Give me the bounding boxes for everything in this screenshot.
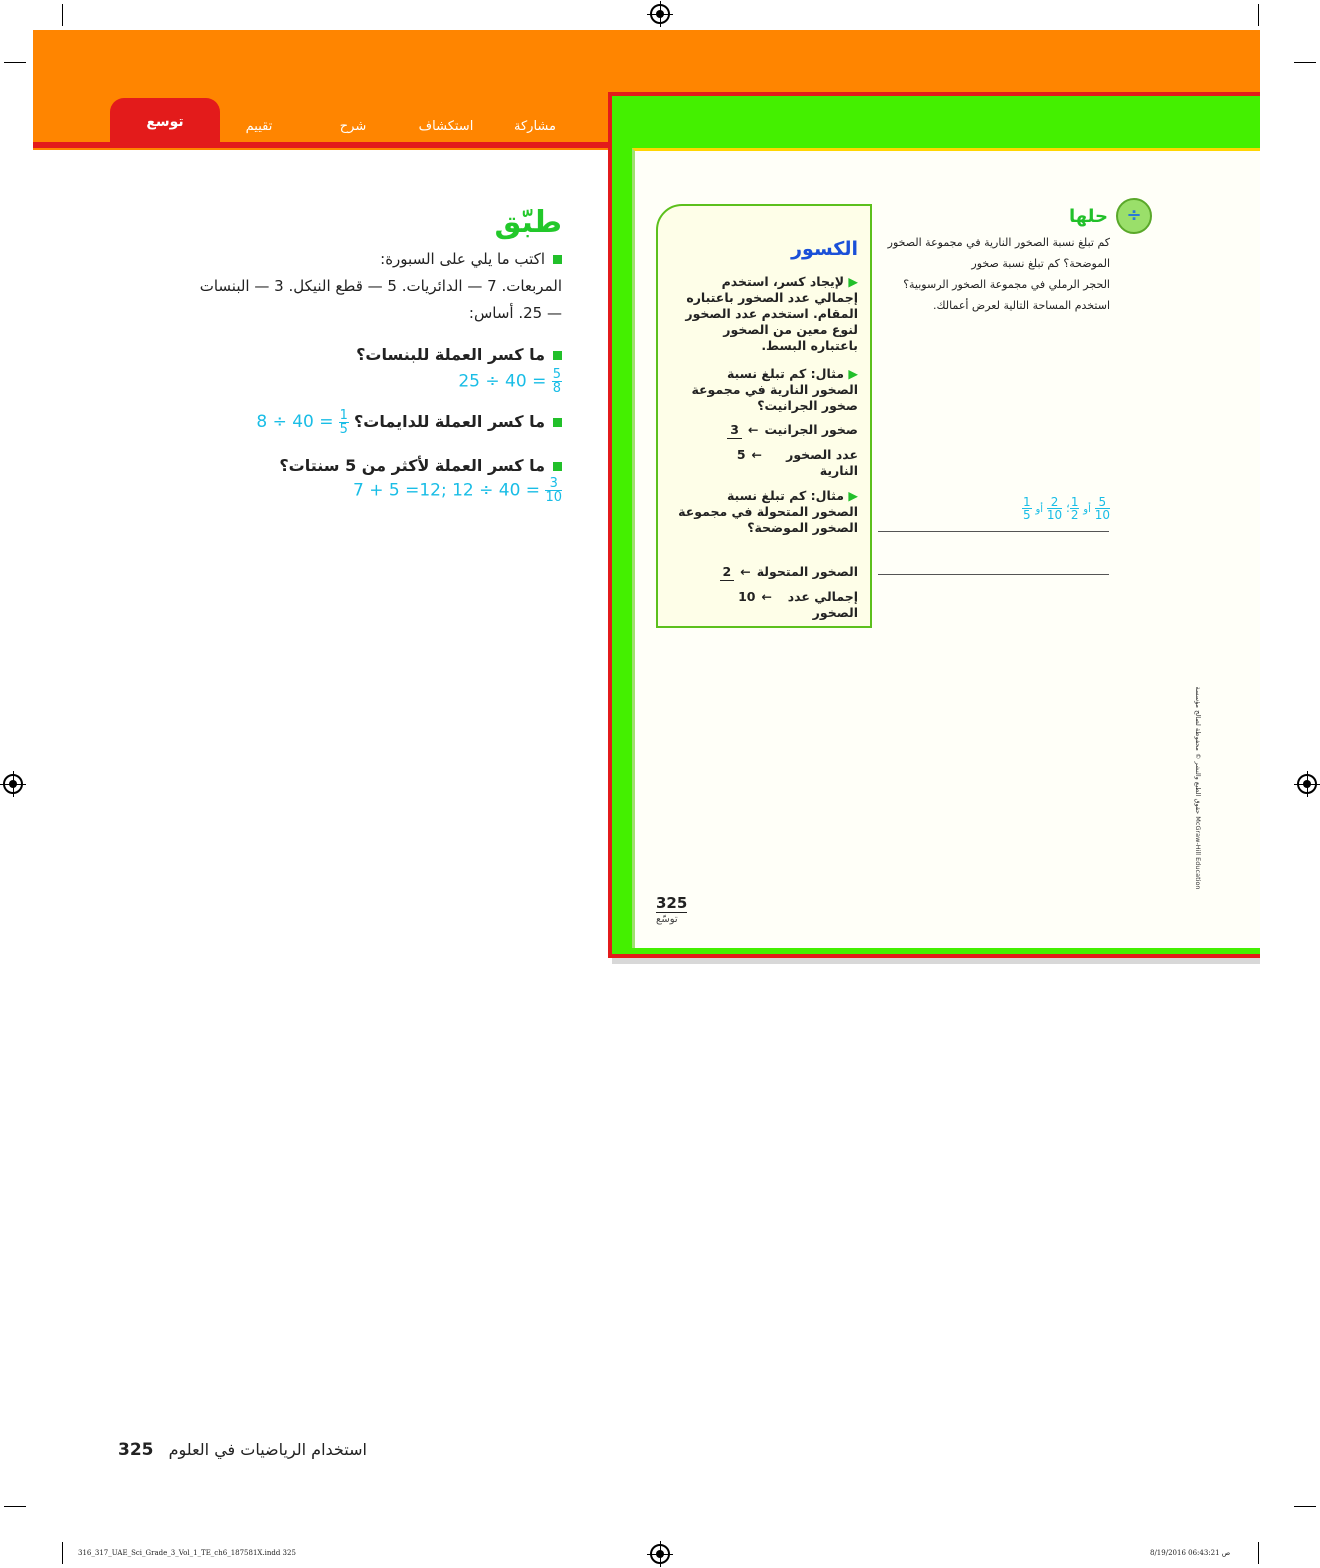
inner-page-label: توسّع: [656, 914, 678, 925]
vocabulary-example-2: الصخور المتحولة ← 2 إجمالي عدد الصخور ← 10: [668, 564, 858, 621]
crop-mark: [4, 62, 26, 63]
vocabulary-example-1: صخور الجرانيت ← 3 عدد الصخور النارية ← 5: [678, 422, 858, 479]
crop-mark: [1258, 1542, 1259, 1564]
vocabulary-item-3: ▶ مثال: كم تبلغ نسبة الصخور المتحولة في مجموعة الصخور الموضحة؟: [678, 488, 858, 535]
vocabulary-item-1: ▶ لإيجاد كسر، استخدم إجمالي عدد الصخور باعتباره المقام. استخدم عدد الصخور لنوع معين من الصخور باعتباره البسط.: [685, 274, 858, 353]
question-3: [150, 456, 562, 475]
tab-engage[interactable]: مشاركة: [514, 119, 556, 134]
practice-line-1: المربعات. 7 — الدائريات. 5 — قطع النيكل. 3 — البنسات: [199, 277, 562, 295]
registration-mark-icon: [1297, 774, 1317, 794]
crop-mark: [62, 4, 63, 26]
answer-2-fraction: $\frac{1}{5}$: [339, 408, 348, 437]
slug-left: 316_317_UAE_Sci_Grade_3_Vol_1_TE_ch6_187581X.indd 325: [78, 1549, 296, 1557]
answer-1-fraction: $\frac{5}{8}$: [552, 367, 561, 396]
practice-section: [150, 205, 562, 504]
inner-page-number: 325: [656, 894, 688, 912]
solve-it-answer: $\frac{5}{10}$ أو $\frac{1}{2}$ ؛ $\frac{2}{10}$ أو $\frac{1}{5}$: [1022, 495, 1110, 522]
footer-title: استخدام الرياضيات في العلوم: [168, 1440, 367, 1459]
solve-it-icon: ÷: [1116, 198, 1152, 234]
answer-1-expression: 25 ÷ 40 =: [458, 371, 547, 392]
crop-mark: [1294, 1506, 1316, 1507]
tab-extend[interactable]: توسع: [110, 98, 220, 142]
registration-mark-icon: [3, 774, 23, 794]
practice-line-2: — 25. أساس:: [468, 304, 562, 322]
vocabulary-box: [656, 204, 872, 628]
crop-mark: [4, 1506, 26, 1507]
crop-mark: [62, 1542, 63, 1564]
tab-evaluate[interactable]: تقييم: [245, 119, 273, 134]
vocabulary-item-2: ▶ مثال: كم تبلغ نسبة الصخور النارية في مجموعة صخور الجرانيت؟: [691, 366, 858, 413]
question-1: [150, 345, 562, 364]
answer-2-expression: 8 ÷ 40 =: [256, 412, 334, 432]
answer-3: [150, 477, 562, 504]
solve-it-title: حلها: [1069, 206, 1108, 227]
bullet-icon: [553, 418, 562, 427]
practice-instruction: اكتب ما يلي على السبورة:: [380, 250, 545, 268]
question-3-text: ما كسر العملة لأكثر من 5 سنتات؟: [279, 456, 545, 475]
student-page-shadow: [612, 958, 1260, 964]
footer: [118, 1440, 367, 1460]
registration-mark-icon: [650, 4, 670, 24]
copyright-text: حقوق الطبع والنشر © محفوظة لصالح مؤسسة McGraw-Hill Education: [1194, 686, 1202, 890]
crop-mark: [1258, 4, 1259, 26]
bullet-icon: [553, 462, 562, 471]
tab-underline: [33, 142, 610, 148]
slug-right: 8/19/2016 06:43:21 ص: [1150, 1549, 1231, 1557]
page-number: 325: [118, 1440, 154, 1460]
bullet-icon: [553, 255, 562, 264]
answer-1: [150, 368, 562, 395]
answer-line: [878, 574, 1109, 575]
vocabulary-title: الكسور: [791, 238, 858, 260]
answer-3-fraction: $\frac{3}{10}$: [545, 476, 562, 505]
question-2: [150, 409, 562, 436]
tab-explore[interactable]: استكشاف: [418, 119, 474, 134]
crop-mark: [1294, 62, 1316, 63]
answer-3-expression: 7 + 5 =12; 12 ÷ 40 =: [352, 480, 541, 501]
bullet-icon: [553, 351, 562, 360]
tab-explain[interactable]: شرح: [339, 119, 367, 134]
question-2-text: ما كسر العملة للدايمات؟: [353, 412, 545, 431]
solve-it-text: كم تبلغ نسبة الصخور النارية في مجموعة الصخور الموضحة؟ كم تبلغ نسبة صخور الحجر الرملي في مجموعة الصخور الرسوبية؟ استخدم المساحة التالية لعرض أعمالك.: [887, 236, 1110, 312]
practice-instruction-block: [150, 246, 562, 327]
registration-mark-icon: [650, 1544, 670, 1564]
question-1-text: ما كسر العملة للبنسات؟: [356, 345, 545, 364]
practice-title: طبّق: [494, 205, 562, 240]
answer-line: [878, 531, 1109, 532]
